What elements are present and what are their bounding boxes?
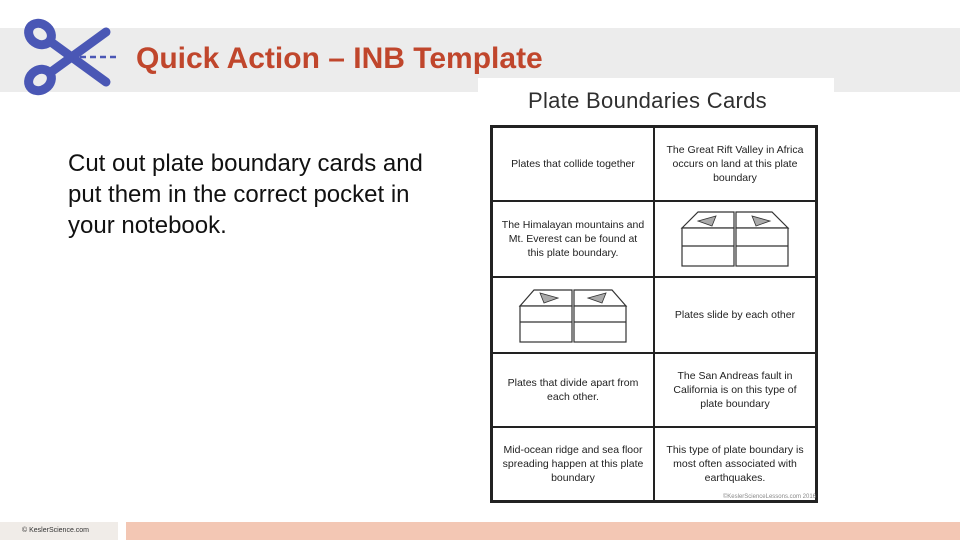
- card: The Himalayan mountains and Mt. Everest can be found at this plate boundary.: [492, 201, 654, 277]
- scissors-icon: [18, 14, 118, 100]
- card: The Great Rift Valley in Africa occurs on land at this plate boundary: [654, 127, 816, 201]
- footer-copyright: © KeslerScience.com: [22, 527, 90, 534]
- card: Plates slide by each other: [654, 277, 816, 353]
- converging-blocks-illustration: [676, 206, 794, 272]
- plate-boundaries-card-sheet: [478, 78, 834, 508]
- card: This type of plate boundary is most often associated with earthquakes.: [654, 427, 816, 501]
- instructions-text: Cut out plate boundary cards and put them in the correct pocket in your notebook.: [68, 150, 423, 239]
- card-sheet-title: Plate Boundaries Cards: [528, 88, 767, 113]
- card: Mid-ocean ridge and sea floor spreading happen at this plate boundary: [492, 427, 654, 501]
- card-illustration: [492, 277, 654, 353]
- card-illustration: [654, 201, 816, 277]
- card: Plates that divide apart from each other.: [492, 353, 654, 427]
- footer-copyright-box: [0, 522, 118, 540]
- diverging-blocks-illustration: [514, 282, 632, 348]
- card-grid: [490, 125, 818, 503]
- page-title: Quick Action – INB Template: [136, 42, 543, 75]
- card: Plates that collide together: [492, 127, 654, 201]
- footer-bar: [126, 522, 960, 540]
- card: The San Andreas fault in California is on this type of plate boundary: [654, 353, 816, 427]
- card-sheet-copyright: ©KeslerScienceLessons.com 2016: [722, 494, 816, 500]
